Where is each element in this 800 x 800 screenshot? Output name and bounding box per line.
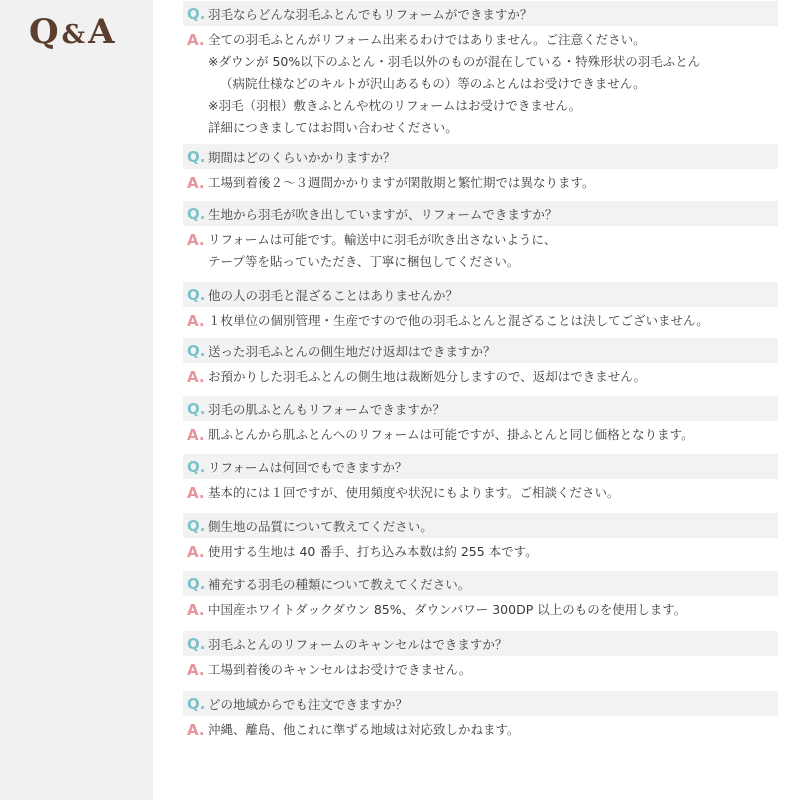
answer-row [183, 541, 778, 563]
question-mark: Q. [187, 285, 206, 304]
qa-item [183, 396, 778, 446]
question-row [183, 1, 778, 26]
question-row [183, 396, 778, 421]
question-mark: Q. [187, 204, 206, 223]
question-text: 羽毛ふとんのリフォームのキャンセルはできますか？ [208, 636, 508, 652]
answer-mark: A. [187, 484, 205, 502]
question-text: 生地から羽毛が吹き出していますが、リフォームできますか？ [208, 206, 558, 222]
question-mark: Q. [187, 634, 206, 653]
answer-mark: A. [187, 368, 205, 386]
question-row [183, 631, 778, 656]
qa-item [183, 454, 778, 504]
question-row [183, 338, 778, 363]
question-mark: Q. [187, 341, 206, 360]
qa-item [183, 571, 778, 621]
answer-text-line: 全ての羽毛ふとんがリフォーム出来るわけではありません。ご注意ください。 [208, 32, 646, 47]
qa-item [183, 338, 778, 388]
question-row [183, 201, 778, 226]
answer-row [183, 482, 778, 504]
answer-text-line: （病院仕様などのキルトが沢山あるもの）等のふとんはお受けできません。 [220, 76, 646, 91]
qa-item [183, 691, 778, 741]
title-q: Q [29, 12, 60, 52]
question-text: 側生地の品質について教えてください。 [208, 518, 433, 534]
answer-row [183, 599, 778, 621]
answer-row [183, 229, 778, 273]
answer-text-line: テープ等を貼っていただき、丁寧に梱包してください。 [208, 254, 520, 269]
answer-mark: A. [187, 174, 205, 192]
page-title [29, 12, 116, 52]
answer-row [183, 424, 778, 446]
question-text: 羽毛ならどんな羽毛ふとんでもリフォームができますか？ [208, 6, 533, 22]
answer-text-line: ※羽毛（羽根）敷きふとんや枕のリフォームはお受けできません。 [208, 98, 582, 113]
question-mark: Q. [187, 399, 206, 418]
answer-text-line: 沖縄、離島、他これに準ずる地域は対応致しかねます。 [208, 722, 520, 737]
qa-item [183, 144, 778, 194]
qa-item [183, 282, 778, 332]
title-ampersand: & [61, 20, 87, 50]
title-a: A [88, 12, 116, 52]
answer-text-line: 詳細につきましてはお問い合わせください。 [208, 120, 458, 135]
qa-item [183, 1, 778, 139]
answer-text-line: 中国産ホワイトダックダウン 85%、ダウンパワー 300DP 以上のものを使用します。 [208, 602, 687, 617]
sidebar-panel [0, 0, 153, 800]
question-mark: Q. [187, 516, 206, 535]
answer-text-line: １枚単位の個別管理・生産ですので他の羽毛ふとんと混ざることは決してございません。 [208, 313, 709, 328]
answer-text-line: 肌ふとんから肌ふとんへのリフォームは可能ですが、掛ふとんと同じ価格となります。 [208, 427, 694, 442]
question-mark: Q. [187, 4, 206, 23]
answer-row [183, 366, 778, 388]
question-text: 送った羽毛ふとんの側生地だけ返却はできますか？ [208, 343, 496, 359]
qa-item [183, 201, 778, 273]
question-mark: Q. [187, 457, 206, 476]
answer-text-line: お預かりした羽毛ふとんの側生地は裁断処分しますので、返却はできません。 [208, 369, 647, 384]
answer-mark: A. [187, 231, 205, 249]
answer-text-line: 使用する生地は 40 番手、打ち込み本数は約 255 本です。 [208, 544, 538, 559]
answer-row [183, 659, 778, 681]
question-row [183, 691, 778, 716]
answer-row [183, 29, 778, 139]
answer-text-line: 工場到着後２～３週間かかりますが閑散期と繁忙期では異なります。 [208, 175, 595, 190]
answer-text-line: リフォームは可能です。輸送中に羽毛が吹き出さないように、 [208, 232, 557, 247]
answer-mark: A. [187, 426, 205, 444]
question-text: 補充する羽毛の種類について教えてください。 [208, 576, 471, 592]
answer-text-line: ※ダウンが 50%以下のふとん・羽毛以外のものが混在している・特殊形状の羽毛ふとん [208, 54, 701, 69]
question-row [183, 144, 778, 169]
answer-mark: A. [187, 31, 205, 49]
question-text: 他の人の羽毛と混ざることはありませんか？ [208, 287, 459, 303]
question-mark: Q. [187, 574, 206, 593]
question-mark: Q. [187, 147, 206, 166]
answer-mark: A. [187, 543, 205, 561]
question-text: 期間はどのくらいかかりますか？ [208, 149, 396, 165]
qa-item [183, 513, 778, 563]
question-row [183, 282, 778, 307]
answer-text-line: 工場到着後のキャンセルはお受けできません。 [208, 662, 472, 677]
question-mark: Q. [187, 694, 206, 713]
question-text: リフォームは何回でもできますか？ [208, 459, 408, 475]
answer-mark: A. [187, 721, 205, 739]
question-text: どの地域からでも注文できますか？ [208, 696, 408, 712]
question-row [183, 571, 778, 596]
answer-mark: A. [187, 601, 205, 619]
qa-item [183, 631, 778, 681]
question-row [183, 454, 778, 479]
answer-row [183, 172, 778, 194]
question-text: 羽毛の肌ふとんもリフォームできますか？ [208, 401, 445, 417]
question-row [183, 513, 778, 538]
answer-text-line: 基本的には１回ですが、使用頻度や状況にもよります。ご相談ください。 [208, 485, 620, 500]
answer-row [183, 310, 778, 332]
answer-mark: A. [187, 312, 205, 330]
answer-mark: A. [187, 661, 205, 679]
answer-row [183, 719, 778, 741]
